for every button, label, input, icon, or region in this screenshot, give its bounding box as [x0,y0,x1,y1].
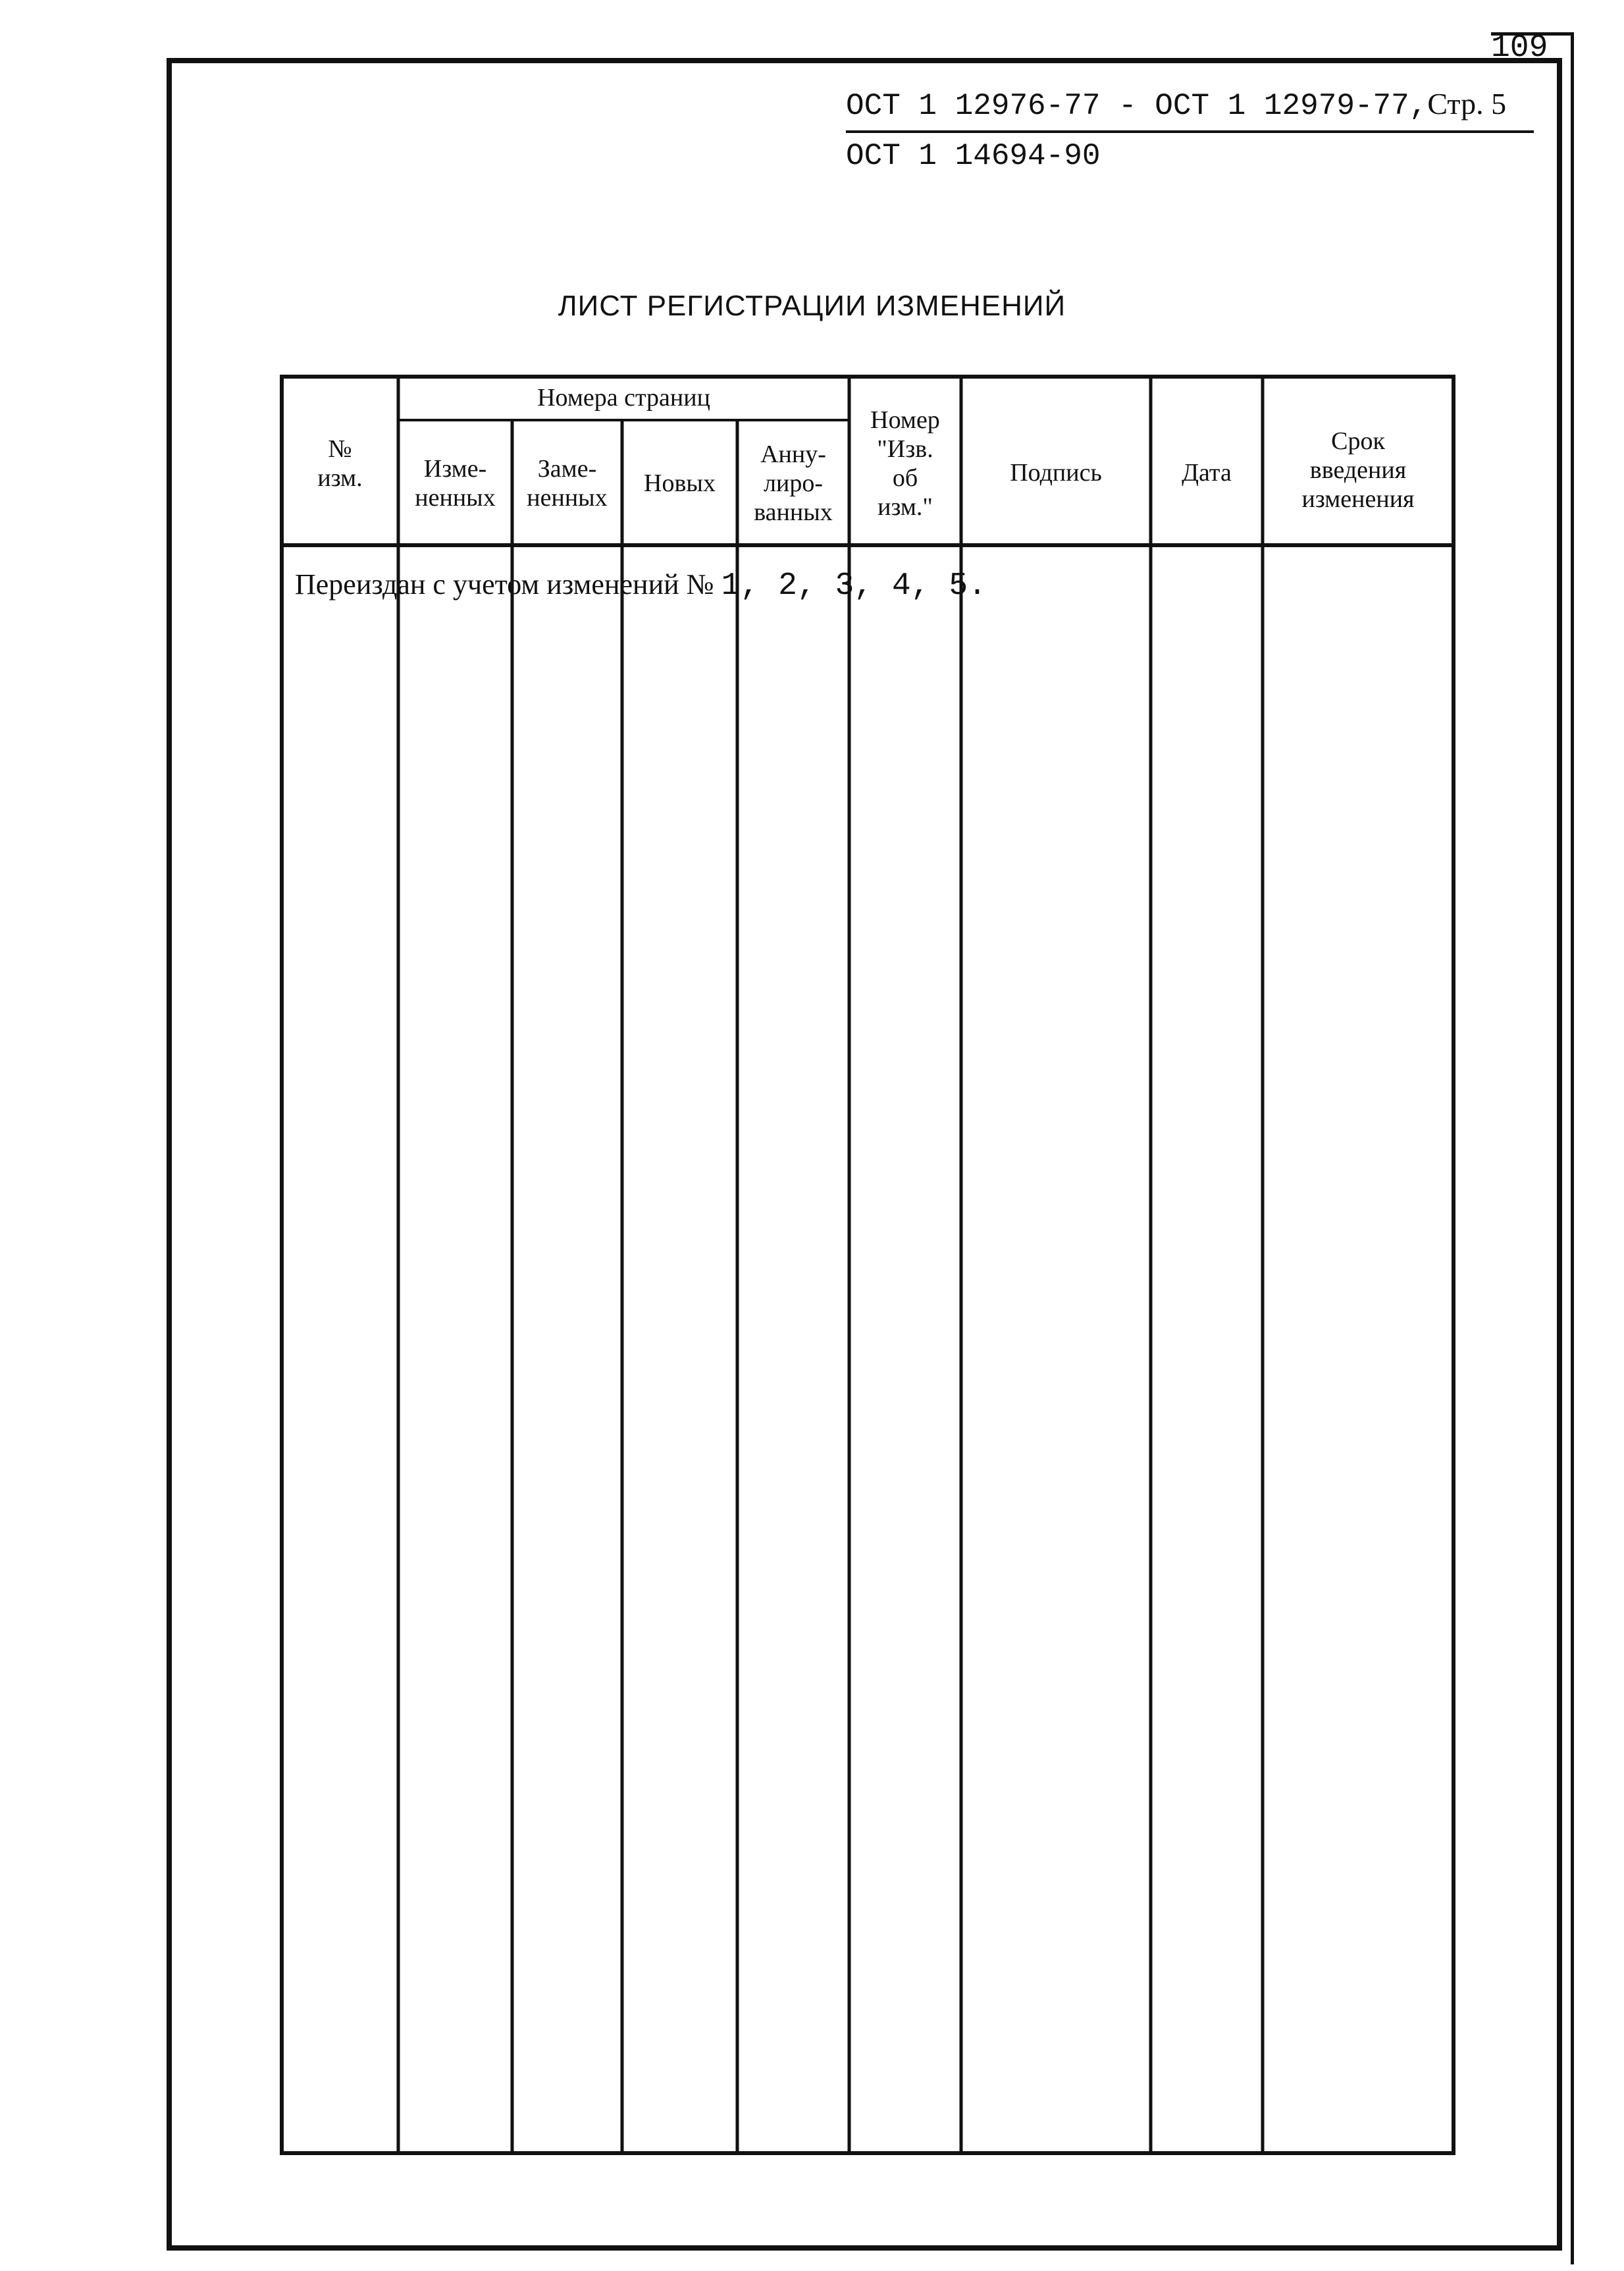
header-page-ref: Стр. 5 [1427,87,1507,120]
header-cell-annulled-pages: Анну- лиро- ванных [754,441,833,526]
reissue-note-text: Переиздан с учетом изменений № [295,568,714,601]
header-group-page-numbers: Номера страниц [537,384,710,412]
header-cell-replaced-pages: Заме- ненных [527,455,608,512]
header-standards: ОСТ 1 12976-77 - ОСТ 1 12979-77, [846,89,1428,123]
header-cell-new-pages: Новых [644,469,716,497]
page-number: 109 [1491,30,1548,66]
header-cell-change-no: № изм. [317,435,363,492]
reissue-note [295,568,987,604]
header-cell-effective-term: Срок введения изменения [1301,427,1415,513]
reissue-note-numbers: 1, 2, 3, 4, 5. [721,568,987,604]
header-cell-changed-pages: Изме- ненных [415,455,496,512]
header-cell-notice-number: Номер "Изв. об изм." [870,406,940,521]
sheet-title: ЛИСТ РЕГИСТРАЦИИ ИЗМЕНЕНИЙ [558,290,1066,322]
header-cell-date: Дата [1182,459,1232,487]
table-border [282,377,1454,2153]
header-additional-standard: ОСТ 1 14694-90 [846,139,1101,173]
header-cell-signature: Подпись [1010,459,1102,487]
